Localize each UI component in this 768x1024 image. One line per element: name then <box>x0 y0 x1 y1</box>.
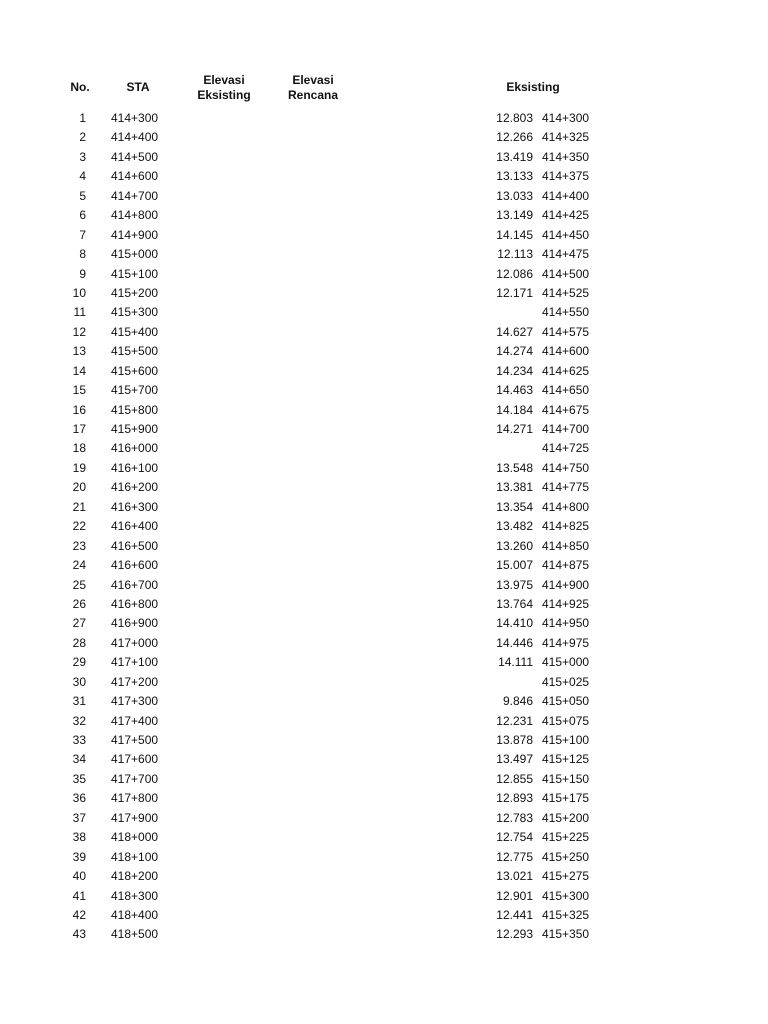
table-row <box>0 342 768 361</box>
table-row <box>0 439 768 458</box>
row-eksisting-sta: 414+400 <box>542 188 590 203</box>
row-eksisting-sta: 414+725 <box>542 441 590 456</box>
row-elevasi: 12.171 <box>496 285 533 300</box>
row-eksisting-sta: 414+825 <box>542 519 590 534</box>
row-eksisting-sta: 415+325 <box>542 907 590 922</box>
table-row <box>0 867 768 886</box>
row-number: 12 <box>72 324 86 339</box>
row-eksisting-sta: 415+350 <box>542 927 590 942</box>
row-eksisting-sta: 415+175 <box>542 791 590 806</box>
row-elevasi: 15.007 <box>496 558 533 573</box>
header-eksisting-label: Eksisting <box>506 80 560 94</box>
table-row <box>0 381 768 400</box>
row-elevasi: 13.419 <box>496 149 533 164</box>
row-number: 39 <box>72 849 86 864</box>
row-elevasi: 12.893 <box>496 791 533 806</box>
row-eksisting-sta: 414+500 <box>542 266 590 281</box>
row-elevasi: 13.354 <box>496 499 533 514</box>
table-row <box>0 517 768 536</box>
row-sta: 414+800 <box>111 208 159 223</box>
table-row <box>0 128 768 147</box>
row-number: 31 <box>72 694 86 709</box>
row-eksisting-sta: 415+125 <box>542 752 590 767</box>
row-number: 14 <box>72 363 86 378</box>
row-eksisting-sta: 414+700 <box>542 422 590 436</box>
row-number: 22 <box>72 519 86 534</box>
row-eksisting-sta: 415+150 <box>542 771 590 786</box>
row-sta: 414+400 <box>111 130 159 145</box>
row-number: 35 <box>72 771 86 786</box>
row-elevasi: 14.627 <box>496 324 533 339</box>
row-number: 27 <box>72 616 86 631</box>
row-number: 43 <box>72 927 86 942</box>
row-sta: 415+800 <box>111 402 159 417</box>
row-elevasi: 14.446 <box>496 635 533 650</box>
table-row <box>0 848 768 867</box>
table-row <box>0 925 768 944</box>
row-elevasi: 12.754 <box>496 830 533 845</box>
table-row <box>0 809 768 828</box>
row-elevasi: 13.033 <box>496 188 533 203</box>
table-row <box>0 478 768 497</box>
table-row <box>0 459 768 478</box>
row-elevasi: 14.145 <box>496 227 533 242</box>
row-elevasi: 14.234 <box>496 363 533 378</box>
row-number: 21 <box>72 499 86 514</box>
row-number: 28 <box>72 635 86 650</box>
row-number: 19 <box>72 460 86 475</box>
table-row <box>0 556 768 575</box>
row-sta: 418+300 <box>111 888 159 903</box>
row-elevasi: 14.111 <box>498 655 533 670</box>
row-sta: 416+400 <box>111 519 159 534</box>
row-number: 32 <box>72 713 86 728</box>
row-elevasi: 13.021 <box>496 869 533 884</box>
row-number: 25 <box>72 577 86 592</box>
row-number: 9 <box>79 266 86 281</box>
table-row <box>0 265 768 284</box>
header-elevasi-eksisting <box>188 73 260 103</box>
row-eksisting-sta: 414+300 <box>542 111 590 125</box>
row-sta: 417+400 <box>111 713 159 728</box>
row-number: 20 <box>72 480 86 495</box>
row-elevasi: 14.463 <box>496 383 533 398</box>
row-number: 41 <box>72 888 86 903</box>
row-eksisting-sta: 414+575 <box>542 324 590 339</box>
row-number: 5 <box>79 188 86 203</box>
table-row <box>0 770 768 789</box>
row-elevasi: 12.783 <box>496 810 533 825</box>
table-row <box>0 167 768 186</box>
row-number: 34 <box>72 752 86 767</box>
header-no <box>60 80 100 95</box>
row-eksisting-sta: 415+250 <box>542 849 590 864</box>
row-eksisting-sta: 414+850 <box>542 538 590 553</box>
table-row <box>0 537 768 556</box>
data-table-body <box>0 109 768 945</box>
row-eksisting-sta: 414+475 <box>542 247 590 262</box>
row-sta: 418+500 <box>111 927 159 942</box>
row-elevasi: 14.410 <box>496 616 533 631</box>
row-sta: 417+000 <box>111 635 159 650</box>
row-sta: 417+100 <box>111 655 159 670</box>
row-number: 3 <box>79 149 86 164</box>
table-row <box>0 653 768 672</box>
row-sta: 415+600 <box>111 363 159 378</box>
table-row <box>0 750 768 769</box>
header-elevasi-eksisting-line1: Elevasi <box>203 73 245 87</box>
table-row <box>0 731 768 750</box>
row-sta: 416+600 <box>111 558 159 573</box>
row-number: 16 <box>72 402 86 417</box>
row-sta: 416+200 <box>111 480 159 495</box>
table-row <box>0 712 768 731</box>
row-eksisting-sta: 414+325 <box>542 130 590 145</box>
row-sta: 416+500 <box>111 538 159 553</box>
row-number: 10 <box>72 285 86 300</box>
table-row <box>0 323 768 342</box>
row-sta: 416+700 <box>111 577 159 592</box>
row-eksisting-sta: 414+375 <box>542 169 590 184</box>
row-eksisting-sta: 414+900 <box>542 577 590 592</box>
row-eksisting-sta: 414+600 <box>542 344 590 359</box>
row-sta: 414+500 <box>111 149 159 164</box>
table-row <box>0 226 768 245</box>
row-number: 36 <box>72 791 86 806</box>
row-sta: 417+200 <box>111 674 159 689</box>
row-elevasi: 12.775 <box>496 849 533 864</box>
row-elevasi: 13.975 <box>496 577 533 592</box>
row-elevasi: 13.497 <box>496 752 533 767</box>
row-number: 18 <box>72 441 86 456</box>
row-elevasi: 13.764 <box>496 596 533 611</box>
table-row <box>0 401 768 420</box>
row-elevasi: 12.113 <box>497 247 533 262</box>
row-eksisting-sta: 415+100 <box>542 733 590 747</box>
row-elevasi: 13.133 <box>496 169 533 184</box>
row-number: 6 <box>79 208 86 223</box>
row-sta: 417+900 <box>111 810 159 825</box>
row-sta: 417+500 <box>111 733 159 747</box>
table-row <box>0 673 768 692</box>
row-number: 8 <box>79 247 86 262</box>
row-eksisting-sta: 414+625 <box>542 363 590 378</box>
table-row <box>0 828 768 847</box>
row-sta: 414+900 <box>111 227 159 242</box>
row-number: 37 <box>72 810 86 825</box>
row-sta: 415+000 <box>111 247 159 262</box>
table-row <box>0 148 768 167</box>
row-number: 42 <box>72 907 86 922</box>
row-sta: 416+900 <box>111 616 159 631</box>
row-sta: 414+700 <box>111 188 159 203</box>
row-elevasi: 13.149 <box>496 208 533 223</box>
row-sta: 414+600 <box>111 169 159 184</box>
row-sta: 415+400 <box>111 324 159 339</box>
row-elevasi: 13.482 <box>496 519 533 534</box>
row-number: 40 <box>72 869 86 884</box>
row-sta: 416+100 <box>111 460 159 475</box>
row-number: 17 <box>72 422 86 436</box>
table-row <box>0 789 768 808</box>
row-sta: 415+200 <box>111 285 159 300</box>
row-eksisting-sta: 414+875 <box>542 558 590 573</box>
row-sta: 418+200 <box>111 869 159 884</box>
row-sta: 417+300 <box>111 694 159 709</box>
row-sta: 418+100 <box>111 849 159 864</box>
row-number: 33 <box>72 733 86 747</box>
row-eksisting-sta: 414+425 <box>542 208 590 223</box>
row-number: 23 <box>72 538 86 553</box>
header-sta-label: STA <box>126 80 150 94</box>
row-elevasi: 14.271 <box>496 422 533 436</box>
row-eksisting-sta: 415+075 <box>542 713 590 728</box>
header-elevasi-rencana <box>277 73 349 103</box>
row-elevasi: 12.441 <box>496 907 533 922</box>
row-number: 13 <box>72 344 86 359</box>
row-elevasi: 12.266 <box>496 130 533 145</box>
row-number: 15 <box>72 383 86 398</box>
header-elevasi-rencana-line1: Elevasi <box>292 73 334 87</box>
row-sta: 417+800 <box>111 791 159 806</box>
table-row <box>0 420 768 439</box>
row-elevasi: 13.260 <box>496 538 533 553</box>
table-row <box>0 498 768 517</box>
row-eksisting-sta: 414+675 <box>542 402 590 417</box>
row-eksisting-sta: 415+225 <box>542 830 590 845</box>
row-number: 24 <box>72 558 86 573</box>
row-number: 7 <box>79 227 86 242</box>
row-number: 1 <box>79 111 86 125</box>
row-sta: 418+400 <box>111 907 159 922</box>
row-eksisting-sta: 414+800 <box>542 499 590 514</box>
row-sta: 417+600 <box>111 752 159 767</box>
row-number: 2 <box>79 130 86 145</box>
table-row <box>0 303 768 322</box>
table-row <box>0 692 768 711</box>
table-row <box>0 595 768 614</box>
row-eksisting-sta: 415+300 <box>542 888 590 903</box>
row-number: 4 <box>79 169 86 184</box>
row-sta: 418+000 <box>111 830 159 845</box>
table-row <box>0 887 768 906</box>
header-elevasi-eksisting-line2: Eksisting <box>197 88 251 102</box>
table-row <box>0 906 768 925</box>
row-eksisting-sta: 414+975 <box>542 635 590 650</box>
row-number: 38 <box>72 830 86 845</box>
row-elevasi: 13.878 <box>496 733 533 747</box>
table-row <box>0 187 768 206</box>
row-elevasi: 12.231 <box>496 713 533 728</box>
row-sta: 416+300 <box>111 499 159 514</box>
row-sta: 415+300 <box>111 305 159 320</box>
table-row <box>0 614 768 633</box>
row-number: 30 <box>72 674 86 689</box>
row-eksisting-sta: 415+025 <box>542 674 590 689</box>
row-elevasi: 9.846 <box>502 694 533 709</box>
row-eksisting-sta: 415+200 <box>542 810 590 825</box>
row-sta: 414+300 <box>111 111 159 125</box>
table-row <box>0 284 768 303</box>
row-number: 26 <box>72 596 86 611</box>
row-sta: 416+000 <box>111 441 159 456</box>
header-elevasi-rencana-line2: Rencana <box>287 88 339 102</box>
row-sta: 415+500 <box>111 344 159 359</box>
row-sta: 415+900 <box>111 422 159 436</box>
row-eksisting-sta: 414+775 <box>542 480 590 495</box>
row-eksisting-sta: 414+550 <box>542 305 590 320</box>
row-eksisting-sta: 414+650 <box>542 383 590 398</box>
row-eksisting-sta: 415+275 <box>542 869 590 884</box>
header-sta <box>113 80 163 95</box>
table-row <box>0 634 768 653</box>
row-sta: 416+800 <box>111 596 159 611</box>
row-elevasi: 12.803 <box>496 111 533 125</box>
row-eksisting-sta: 414+750 <box>542 460 590 475</box>
row-elevasi: 13.381 <box>496 480 533 495</box>
row-number: 11 <box>73 305 86 320</box>
row-elevasi: 12.855 <box>496 771 533 786</box>
row-eksisting-sta: 415+050 <box>542 694 590 709</box>
row-eksisting-sta: 414+450 <box>542 227 590 242</box>
table-row <box>0 109 768 128</box>
table-row <box>0 206 768 225</box>
row-number: 29 <box>72 655 86 670</box>
row-eksisting-sta: 414+350 <box>542 149 590 164</box>
row-eksisting-sta: 414+525 <box>542 285 590 300</box>
row-sta: 415+700 <box>111 383 159 398</box>
row-elevasi: 12.901 <box>496 888 533 903</box>
row-elevasi: 12.086 <box>496 266 533 281</box>
header-no-label: No. <box>70 80 90 94</box>
row-elevasi: 13.548 <box>496 460 533 475</box>
row-elevasi: 14.184 <box>496 402 533 417</box>
table-row <box>0 362 768 381</box>
table-row <box>0 576 768 595</box>
row-eksisting-sta: 415+000 <box>542 655 590 670</box>
row-elevasi: 12.293 <box>496 927 533 942</box>
row-eksisting-sta: 414+950 <box>542 616 590 631</box>
header-eksisting <box>493 80 573 95</box>
table-row <box>0 245 768 264</box>
row-sta: 415+100 <box>111 266 159 281</box>
row-eksisting-sta: 414+925 <box>542 596 590 611</box>
row-sta: 417+700 <box>111 771 159 786</box>
row-elevasi: 14.274 <box>496 344 533 359</box>
